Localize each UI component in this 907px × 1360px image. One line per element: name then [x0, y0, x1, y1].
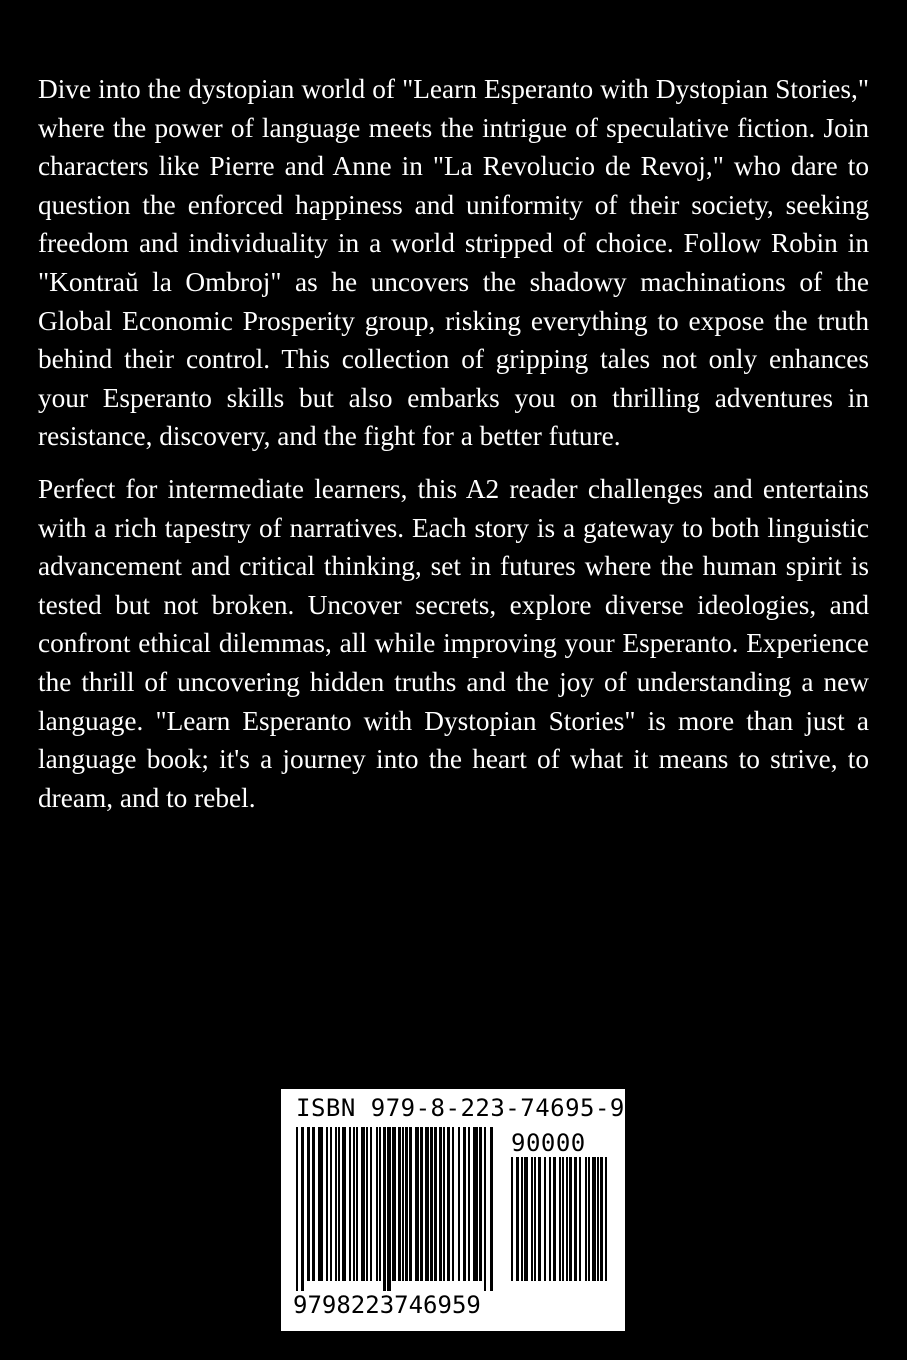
cover-blurb — [38, 70, 869, 831]
barcode-bar — [600, 1157, 603, 1281]
barcode-bar — [463, 1127, 466, 1281]
barcode-digits: 9798223746959 — [293, 1291, 481, 1319]
barcode-bar — [349, 1127, 351, 1281]
isbn-label: ISBN 979-8-223-74695-9 — [296, 1094, 625, 1122]
barcode-bar — [574, 1157, 577, 1281]
barcode-bar — [338, 1127, 340, 1281]
barcode-bar — [296, 1127, 298, 1291]
barcode-bar — [398, 1127, 401, 1281]
addon-barcode-bars — [511, 1157, 611, 1291]
barcode-bar — [335, 1127, 337, 1281]
barcode-bar — [534, 1157, 536, 1281]
barcode-bar — [484, 1127, 486, 1291]
barcode-bar — [479, 1127, 482, 1281]
barcode-bar — [387, 1127, 391, 1291]
barcode-bar — [559, 1157, 561, 1281]
barcode-bar — [605, 1157, 607, 1281]
barcode-bar — [468, 1127, 470, 1281]
blurb-paragraph-2: Perfect for intermediate learners, this A2 reader challenges and entertains with a rich tapestry of narratives. Each story is a gateway to both linguistic advancement and critical thinking, set in futures where the human spirit is tested but not broken. Uncover secrets, explore diverse ideologies, and confront ethical dilemmas, all while improving your Esperanto. Experience the thrill of uncovering hidden truths and the joy of understanding a new language. "Learn Esperanto with Dystopian Stories" is more than just a language book; it's a journey into the heart of what it means to strive, to dream, and to rebel. — [38, 473, 869, 813]
barcode-bar — [592, 1157, 596, 1281]
barcode-bar — [553, 1157, 556, 1281]
barcode-bars — [296, 1127, 496, 1291]
barcode-bar — [524, 1157, 528, 1281]
barcode-bar — [342, 1127, 346, 1281]
barcode-bar — [356, 1127, 358, 1281]
barcode-bar — [569, 1157, 572, 1281]
barcode-bar — [579, 1157, 581, 1281]
barcode-bar — [370, 1127, 372, 1281]
barcode-bar — [420, 1127, 423, 1281]
barcode-bar — [597, 1157, 599, 1281]
barcode-bar — [326, 1127, 328, 1281]
barcode-bar — [473, 1127, 478, 1281]
barcode-bar — [392, 1127, 396, 1281]
barcode-bar — [447, 1127, 450, 1281]
price-code: 90000 — [511, 1129, 586, 1157]
isbn-barcode — [281, 1089, 625, 1331]
barcode-bar — [361, 1127, 365, 1281]
blurb-paragraph-1: Dive into the dystopian world of "Learn Esperanto with Dystopian Stories," where the power of language meets the intrigue of speculative fiction. Join characters like Pierre and Anne in "La Revolucio de Revoj," who dare to question the enforced happiness and uniformity of their society, seeking freedom and individuality in a world stripped of choice. Follow Robin in "Kontraŭ la Ombroj" as he uncovers the shadowy machinations of the Global Economic Prosperity group, risking everything to expose the truth behind their control. This collection of gripping tales not only enhances your Esperanto skills but also embarks you on thrilling adventures in resistance, discovery, and the fight for a better future. — [38, 74, 869, 452]
barcode-bar — [443, 1127, 445, 1281]
barcode-bar — [425, 1127, 429, 1281]
barcode-bar — [405, 1127, 408, 1281]
barcode-bar — [383, 1127, 386, 1291]
barcode-bar — [452, 1127, 454, 1281]
barcode-bar — [511, 1157, 513, 1281]
barcode-bar — [376, 1127, 378, 1281]
barcode-bar — [588, 1157, 590, 1281]
barcode-bar — [318, 1127, 323, 1281]
barcode-bar — [516, 1157, 519, 1281]
barcode-bar — [521, 1157, 523, 1281]
barcode-bar — [566, 1157, 568, 1281]
barcode-bar — [409, 1127, 412, 1281]
barcode-bar — [544, 1157, 546, 1281]
barcode-bar — [402, 1127, 404, 1281]
barcode-bar — [439, 1127, 442, 1281]
barcode-bar — [562, 1157, 564, 1281]
barcode-bar — [366, 1127, 368, 1281]
barcode-bar — [415, 1127, 419, 1281]
barcode-bar — [538, 1157, 541, 1281]
barcode-bar — [531, 1157, 533, 1281]
barcode-bar — [430, 1127, 433, 1281]
barcode-bar — [549, 1157, 551, 1281]
barcode-bar — [307, 1127, 310, 1281]
barcode-bar — [379, 1127, 381, 1281]
barcode-bar — [434, 1127, 437, 1281]
barcode-bar — [353, 1127, 355, 1281]
barcode-bar — [301, 1127, 304, 1291]
barcode-bar — [330, 1127, 332, 1281]
barcode-bar — [490, 1127, 493, 1291]
barcode-bar — [458, 1127, 460, 1281]
barcode-bar — [312, 1127, 315, 1281]
barcode-bar — [585, 1157, 587, 1281]
